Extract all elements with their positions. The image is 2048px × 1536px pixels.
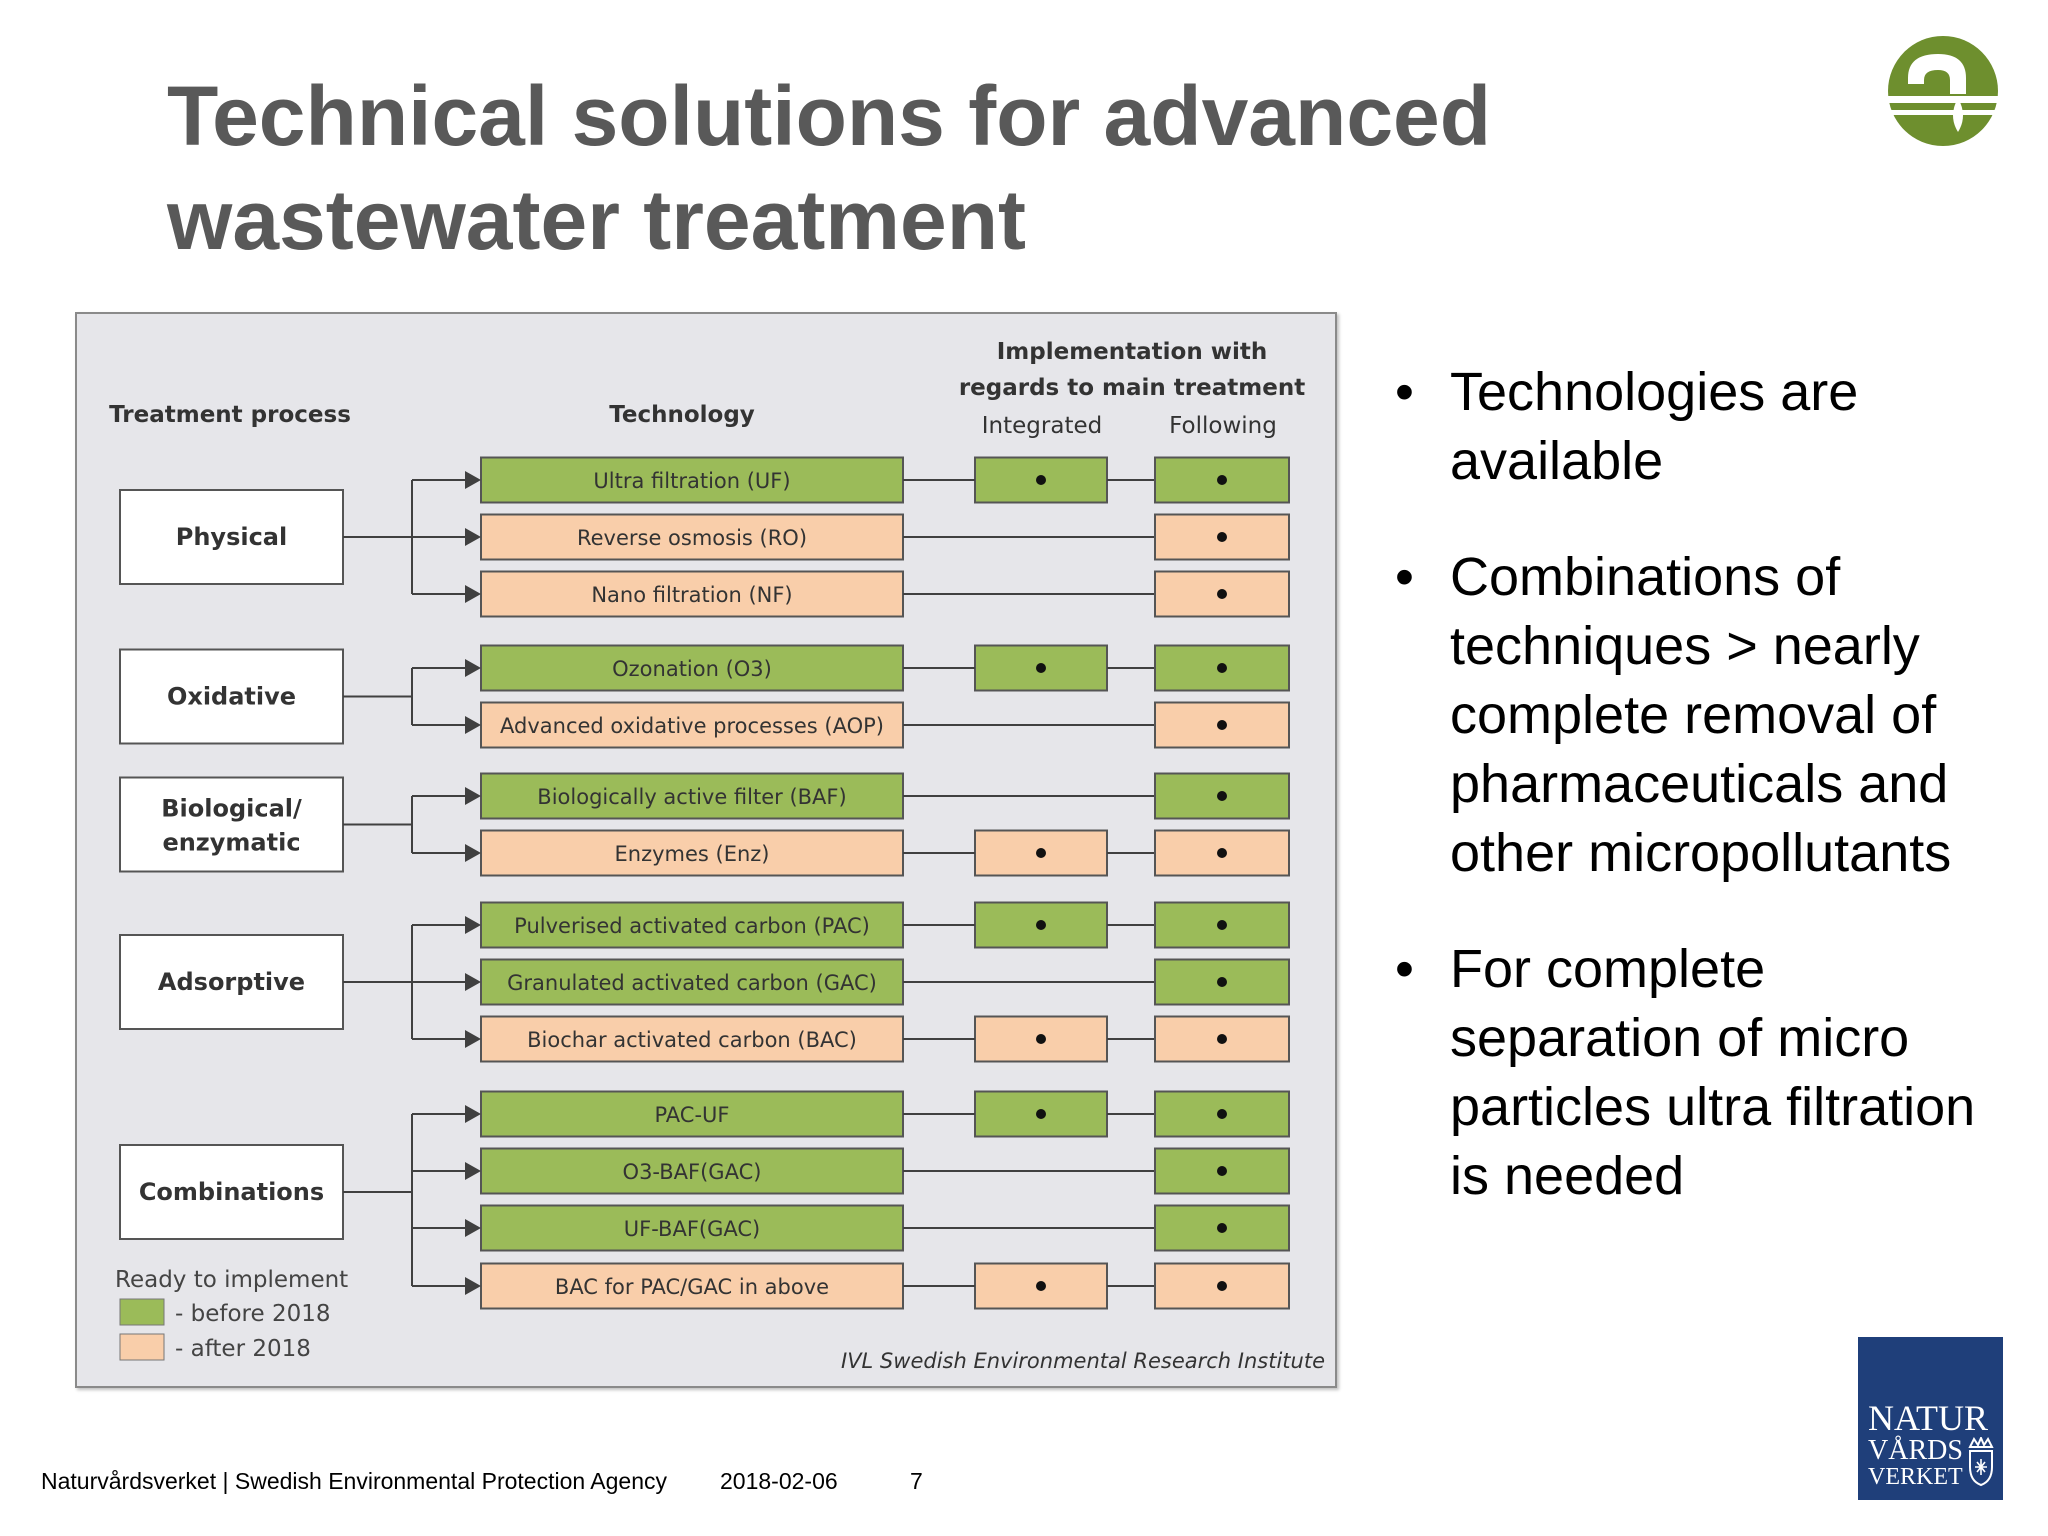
following-dot (1217, 1281, 1227, 1291)
arrow-head (465, 1030, 481, 1048)
legend-swatch-after (120, 1334, 164, 1360)
footer-date: 2018-02-06 (720, 1468, 838, 1494)
arrow-head (465, 585, 481, 603)
technology-label: Biochar activated carbon (BAC) (527, 1028, 857, 1052)
following-dot (1217, 977, 1227, 987)
legend-after-label: - after 2018 (175, 1336, 311, 1362)
following-dot (1217, 1109, 1227, 1119)
technology-label: Nano filtration (NF) (591, 583, 793, 607)
arrow-head (465, 716, 481, 734)
water-drop-logo-icon (1888, 36, 1998, 146)
treatment-process-label: Biological/ (161, 794, 302, 823)
arrow-head (465, 471, 481, 489)
technology-label: Advanced oxidative processes (AOP) (500, 714, 884, 738)
bullet-item (1395, 358, 1995, 496)
arrow-head (465, 1105, 481, 1123)
technology-label: Ultra filtration (UF) (593, 469, 791, 493)
technology-label: O3-BAF(GAC) (622, 1160, 762, 1184)
header-technology: Technology (609, 402, 755, 428)
integrated-dot (1036, 475, 1046, 485)
following-dot (1217, 720, 1227, 730)
logo-line-1: NATUR (1868, 1398, 1989, 1438)
legend-before-label: - before 2018 (175, 1301, 331, 1327)
integrated-dot (1036, 848, 1046, 858)
bullet-item (1395, 543, 1995, 888)
logo-circle (1888, 36, 1998, 146)
integrated-dot (1036, 1034, 1046, 1044)
technology-label: PAC-UF (654, 1103, 730, 1127)
integrated-dot (1036, 920, 1046, 930)
bullet-dot: • (1395, 362, 1414, 422)
arrow-head (465, 1219, 481, 1237)
integrated-dot (1036, 1109, 1046, 1119)
following-dot (1217, 848, 1227, 858)
technology-label: BAC for PAC/GAC in above (554, 1275, 830, 1299)
arrow-head (465, 844, 481, 862)
bullet-text: For complete separation of micro particles ultra filtration is needed (1450, 939, 1976, 1206)
header-implementation: Implementation with (996, 339, 1268, 365)
arrow-head (465, 1277, 481, 1295)
treatment-process-label: enzymatic (162, 828, 301, 857)
logo-line-2: VÅRDS (1868, 1435, 1963, 1466)
integrated-dot (1036, 663, 1046, 673)
slide-title: Technical solutions for advanced wastewater treatment (167, 69, 1492, 267)
technology-label: Reverse osmosis (RO) (576, 526, 808, 550)
following-dot (1217, 532, 1227, 542)
treatment-process-label: Combinations (138, 1178, 325, 1206)
source-credit: IVL Swedish Environmental Research Institute (841, 1349, 1325, 1373)
treatment-process-label: Oxidative (166, 682, 297, 711)
technology-label: Biologically active filter (BAF) (537, 785, 847, 809)
naturvardsverket-logo (1858, 1337, 2003, 1500)
following-dot (1217, 1166, 1227, 1176)
arrow-head (465, 528, 481, 546)
arrow-head (465, 973, 481, 991)
following-dot (1217, 663, 1227, 673)
arrow-head (465, 916, 481, 934)
treatment-process-box (120, 778, 343, 872)
bullet-list (1395, 358, 1995, 1258)
footer-page-number: 7 (910, 1468, 923, 1494)
technology-label: Pulverised activated carbon (PAC) (514, 914, 870, 938)
technology-label: Granulated activated carbon (GAC) (507, 971, 877, 995)
legend-title: Ready to implement (115, 1267, 349, 1293)
arrow-head (465, 787, 481, 805)
header-implementation: regards to main treatment (958, 375, 1306, 401)
treatment-process-label: Adsorptive (157, 968, 306, 996)
following-dot (1217, 1223, 1227, 1233)
bullet-dot: • (1395, 547, 1414, 607)
logo-band (1888, 96, 1998, 103)
legend-swatch-before (120, 1299, 164, 1325)
header-integrated: Integrated (981, 413, 1103, 439)
following-dot (1217, 1034, 1227, 1044)
arrow-head (465, 1162, 481, 1180)
bullet-text: Technologies are available (1450, 362, 1859, 491)
technology-label: Enzymes (Enz) (614, 842, 770, 866)
technology-label: Ozonation (O3) (612, 657, 772, 681)
following-dot (1217, 475, 1227, 485)
integrated-dot (1036, 1281, 1046, 1291)
following-dot (1217, 920, 1227, 930)
technology-label: UF-BAF(GAC) (623, 1217, 761, 1241)
treatment-diagram (75, 312, 1337, 1388)
arrow-head (465, 659, 481, 677)
crown-shield-icon (1966, 1437, 1996, 1487)
following-dot (1217, 791, 1227, 801)
footer-agency: Naturvårdsverket | Swedish Environmental Protection Agency (41, 1468, 667, 1494)
bullet-item (1395, 935, 1995, 1211)
bullet-dot: • (1395, 939, 1414, 999)
logo-line-3: VERKET (1868, 1464, 1963, 1490)
logo-band (1888, 110, 1998, 115)
header-following: Following (1169, 413, 1277, 439)
following-dot (1217, 589, 1227, 599)
treatment-process-label: Physical (175, 523, 288, 551)
bullet-text: Combinations of techniques > nearly complete removal of pharmaceuticals and other micropollutants (1450, 547, 1952, 883)
header-treatment-process: Treatment process (109, 402, 351, 428)
